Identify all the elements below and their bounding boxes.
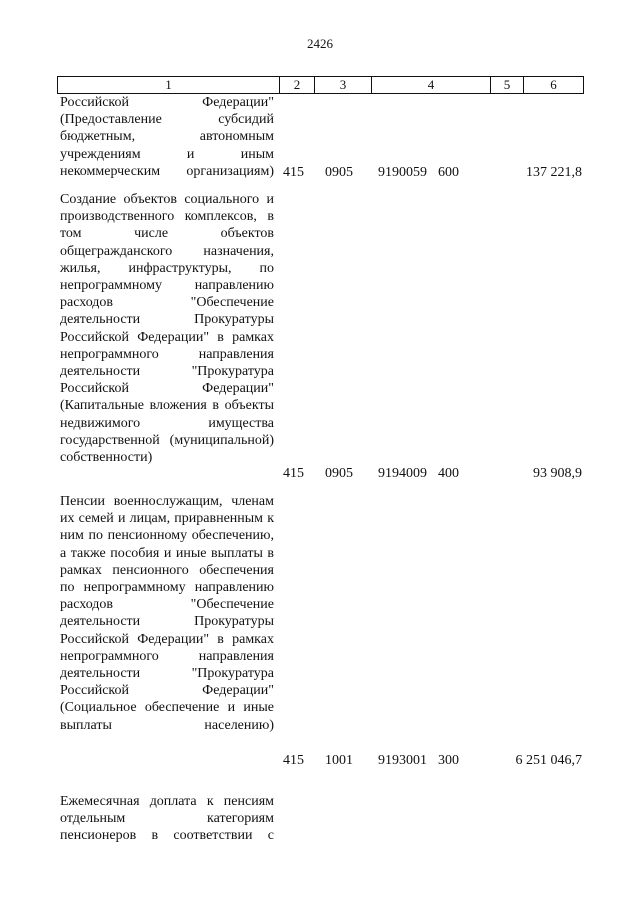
column-header-4: 4 (372, 77, 491, 93)
row-expense-type: 600 (438, 165, 459, 180)
column-header-5: 5 (491, 77, 524, 93)
row-description: Ежемесячная доплата к пенсиям отдельным категориям пенсионеров в соответствии с (60, 794, 274, 844)
row-expense-type: 300 (438, 753, 459, 768)
column-header-1: 1 (58, 77, 280, 93)
row-amount: 93 908,9 (533, 466, 582, 481)
row-section: 0905 (325, 165, 353, 180)
row-target-article: 9190059 (378, 165, 427, 180)
row-code: 415 (283, 466, 304, 481)
row-amount: 137 221,8 (526, 165, 582, 180)
row-target-article: 9193001 (378, 753, 427, 768)
page-number: 2426 (307, 36, 333, 51)
table-header-row (57, 76, 584, 94)
row-section: 1001 (325, 753, 353, 768)
row-amount: 6 251 046,7 (515, 753, 582, 768)
row-expense-type: 400 (438, 466, 459, 481)
column-header-2: 2 (280, 77, 315, 93)
row-description: Пенсии военнослужащим, членам их семей и лицам, приравненным к ним по пенсионному обеспечению, а также пособия и иные выплаты в рамках пенсионного обеспечения по непрограммному направлению расходов "Обеспечение деятельности Прокуратуры Российской Федерации" в рамках непрограммного направления деятельности "Прокуратура Российской Федерации" (Социальное обеспечение и иные выплаты населению) (60, 494, 274, 733)
row-code: 415 (283, 753, 304, 768)
row-code: 415 (283, 165, 304, 180)
column-header-3: 3 (315, 77, 372, 93)
row-description: Создание объектов социального и производственного комплексов, в том числе объектов общегражданского назначения, жилья, инфраструктуры, по непрограммному направлению расходов "Обеспечение деятельности Прокуратуры Российской Федерации" в рамках непрограммного направления деятельности "Прокуратура Российской Федерации" (Капитальные вложения в объекты недвижимого имущества государственной (муниципальной) собственности) (60, 192, 274, 466)
row-description: Российской Федерации" (Предоставление субсидий бюджетным, автономным учреждениям и иным некоммерческим организациям) (60, 95, 274, 179)
row-target-article: 9194009 (378, 466, 427, 481)
column-header-6: 6 (550, 77, 557, 92)
row-section: 0905 (325, 466, 353, 481)
